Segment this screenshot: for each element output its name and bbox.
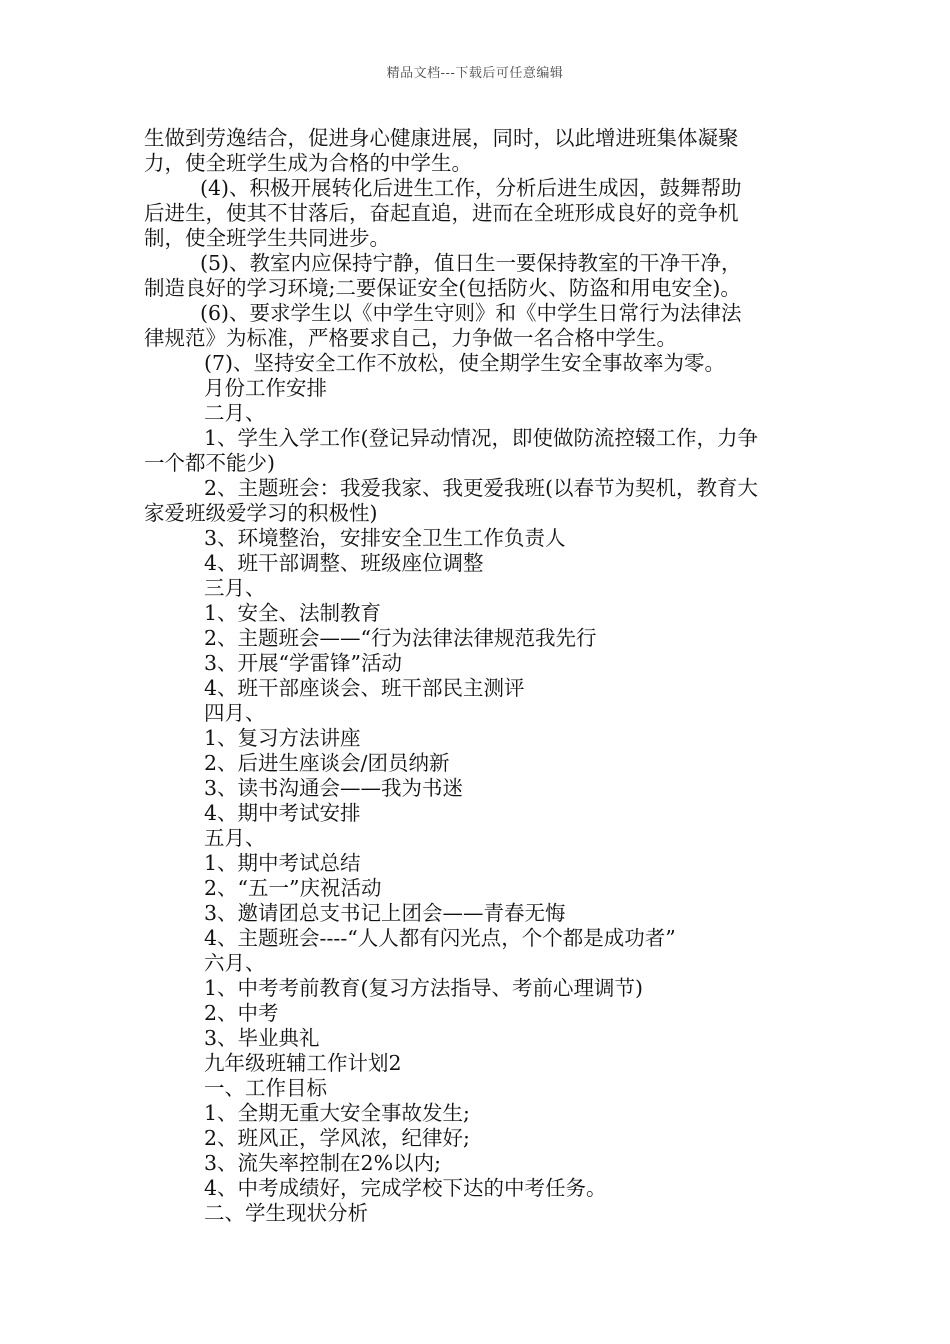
text-line: 六月、 (204, 951, 266, 975)
text-line: 2、班风正，学风浓，纪律好; (204, 1126, 470, 1150)
text-line: 二月、 (204, 401, 266, 425)
text-line: 4、期中考试安排 (204, 801, 361, 825)
text-line: 制，使全班学生共同进步。 (144, 226, 390, 250)
text-line: 制造良好的学习环境;二要保证安全(包括防火、防盗和用电安全)。 (144, 276, 741, 300)
text-line: 2、“五一”庆祝活动 (204, 876, 382, 900)
text-line: 家爱班级爱学习的积极性) (144, 501, 378, 525)
text-line: 3、流失率控制在2%以内; (204, 1151, 441, 1175)
document-body (144, 126, 812, 1226)
text-line: 3、环境整治，安排安全卫生工作负责人 (204, 526, 566, 550)
text-line: 3、开展“学雷锋”活动 (204, 651, 403, 675)
text-line: 4、中考成绩好，完成学校下达的中考任务。 (204, 1176, 607, 1200)
text-line: 月份工作安排 (204, 376, 327, 400)
text-line: 1、学生入学工作(登记异动情况，即使做防流控辍工作，力争 (204, 426, 759, 450)
text-line: 1、全期无重大安全事故发生; (204, 1101, 470, 1125)
text-line: 1、复习方法讲座 (204, 726, 361, 750)
text-line: 1、期中考试总结 (204, 851, 361, 875)
text-line: 五月、 (204, 826, 266, 850)
text-line: 4、班干部调整、班级座位调整 (204, 551, 484, 575)
text-line: 2、主题班会——“行为法律法律规范我先行 (204, 626, 597, 650)
text-line: 九年级班辅工作计划2 (204, 1051, 402, 1075)
text-line: 后进生，使其不甘落后，奋起直追，进而在全班形成良好的竞争机 (144, 201, 739, 225)
text-line: 1、中考考前教育(复习方法指导、考前心理调节) (204, 976, 644, 1000)
text-line: 四月、 (204, 701, 266, 725)
text-line: 二、学生现状分析 (204, 1201, 368, 1225)
text-line: 一个都不能少) (144, 451, 275, 475)
text-line: (4)、积极开展转化后进生工作，分析后进生成因，鼓舞帮助 (200, 176, 742, 200)
text-line: 4、班干部座谈会、班干部民主测评 (204, 676, 525, 700)
text-line: (6)、要求学生以《中学生守则》和《中学生日常行为法律法 (200, 301, 742, 325)
text-line: 2、后进生座谈会/团员纳新 (204, 751, 450, 775)
text-line: 力，使全班学生成为合格的中学生。 (144, 151, 472, 175)
text-line: 三月、 (204, 576, 266, 600)
text-line: 1、安全、法制教育 (204, 601, 382, 625)
page-header: 精品文档---下载后可任意编辑 (386, 66, 564, 81)
text-line: 2、主题班会：我爱我家、我更爱我班(以春节为契机，教育大 (204, 476, 759, 500)
text-line: 3、读书沟通会——我为书迷 (204, 776, 464, 800)
text-line: (5)、教室内应保持宁静，值日生一要保持教室的干净干净， (200, 251, 742, 275)
text-line: 4、主题班会----“人人都有闪光点，个个都是成功者” (204, 926, 676, 950)
text-line: 3、邀请团总支书记上团会——青春无悔 (204, 901, 566, 925)
text-line: 律规范》为标准，严格要求自己，力争做一名合格中学生。 (144, 326, 677, 350)
text-line: (7)、坚持安全工作不放松，使全期学生安全事故率为零。 (204, 351, 726, 375)
text-line: 一、工作目标 (204, 1076, 327, 1100)
text-line: 2、中考 (204, 1001, 279, 1025)
text-line: 生做到劳逸结合，促进身心健康进展，同时，以此增进班集体凝聚 (144, 126, 739, 150)
text-line: 3、毕业典礼 (204, 1026, 320, 1050)
